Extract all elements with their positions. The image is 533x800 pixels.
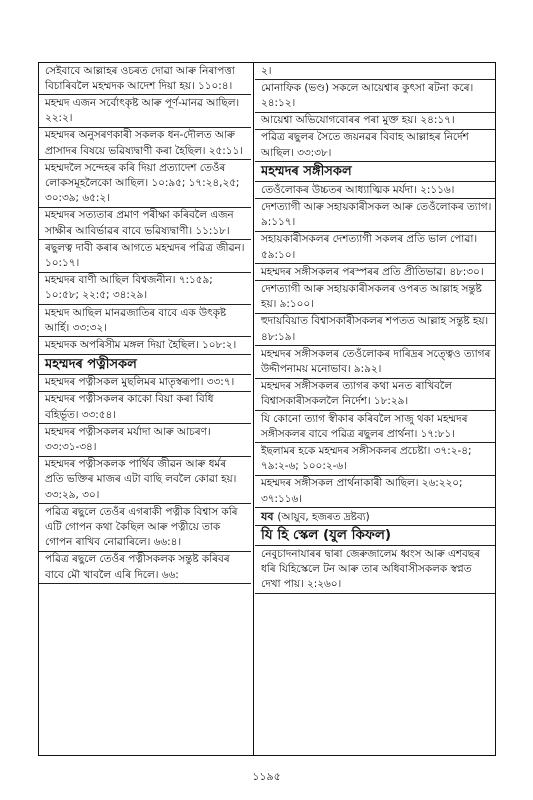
index-entry: মহম্মদৰ সত্যতাৰ প্ৰমাণ পৰীক্ষা কৰিবলৈ এজন সাক্ষীৰ আবিৰ্ভাৱৰ বাবে ভৱিষ্যদ্বাণী। ১১:১৮। [39, 208, 251, 240]
index-entry: মহম্মদলৈ সন্দেহৰ কৰি দিয়া প্ৰত্যাদেশ তেওঁৰ লোকসমূহলৈকো আছিল। ১০:৯৫; ১৭:২৪,২৫; ৩০:৩৯; ৬৫:২। [39, 160, 251, 208]
index-entry: মহম্মদৰ পত্নীসকল মুছলিমৰ মাতৃস্বৰূপা। ৩৩:৭। [39, 375, 251, 392]
section-heading-companions: মহম্মদৰ সঙ্গীসকল [255, 162, 496, 182]
index-entry: মহম্মদৰ সঙ্গীসকল প্ৰাৰ্থনাকাৰী আছিল। ২৬:২২০; ৩৭:১১৬। [255, 476, 496, 508]
index-entry: মহম্মদৰ অনুসৰণকাৰী সকলক ধন-দৌলত আৰু প্ৰাসাদৰ বিষয়ে ভৱিষ্যদ্বাণী কৰা হৈছিল। ২৫:১১। [39, 128, 251, 160]
index-entry: সহায়কাৰীসকলৰ দেশত্যাগী সকলৰ প্ৰতি ভাল পোৱা। ৫৯:১০। [255, 232, 496, 264]
index-entry: যি কোনো ত্যাগ স্বীকাৰ কৰিবলৈ সাজু থকা মহম্মদৰ সঙ্গীসকলৰ বাবে পৱিত্ৰ ৰছুলৰ প্ৰাৰ্থনা। ১৭:৮১। [255, 411, 496, 443]
index-entry: আয়েশ্বা অভিযোগবোৰৰ পৰা মুক্ত হয়। ২৪:১৭। [255, 113, 496, 130]
section-heading-wives: মহম্মদৰ পত্নীসকল [39, 355, 251, 375]
index-entry: পৱিত্ৰ ৰছুলৰ সৈতে জয়নৱৰ বিবাহ আল্লাহৰ নিৰ্দেশ আছিল। ৩৩:৩৮। [255, 130, 496, 162]
index-entry: মহম্মদ আছিল মানৱজাতিৰ বাবে এক উৎকৃষ্ট আৰ্হি। ৩৩:৩২। [39, 305, 251, 337]
index-entry: ইছলামৰ হকে মহম্মদৰ সঙ্গীসকলৰ প্ৰচেষ্টা। ৩৭:২-৪; ৭৯:২-৬; ১০০:২-৬। [255, 443, 496, 475]
index-entry: সেইবাবে আল্লাহৰ ওচৰত দোৱা আৰু নিৰাপত্তা বিচাৰিবলৈ মহম্মদক আদেশ দিয়া হয়। ১১০:৪। [39, 63, 251, 95]
index-entry: মহম্মদক অপৰিসীম মঙ্গল দিয়া হৈছিল। ১০৮:২। [39, 337, 251, 354]
index-entry: পৱিত্ৰ ৰছুলে তেওঁৰ এগৰাকী পত্নীক বিশ্বাস কৰি এটি গোপন কথা কৈছিল আৰু পত্নীয়ে তাক গোপন ৰাখিব নোৱাৰিলে। ৬৬:৪। [39, 504, 251, 552]
index-entry: মহম্মদৰ পত্নীসকলৰ মৰ্যাদা আৰু আচৰণ। ৩৩:৩১-৩৪। [39, 424, 251, 456]
page-number: ১১৯৫ [252, 770, 281, 783]
subheading-job [255, 508, 496, 526]
index-entry: মহম্মদৰ পত্নীসকলৰ কাকো বিয়া কৰা বিধি বহিৰ্ভূত। ৩৩:৫৪। [39, 392, 251, 424]
index-entry: দেশত্যাগী আৰু সহায়কাৰীসকলৰ ওপৰত আল্লাহ সন্তুষ্ট হয়। ৯:১০০। [255, 281, 496, 313]
left-column [39, 63, 251, 584]
index-entry: মহম্মদৰ সঙ্গীসকলৰ তেওঁলোকৰ দাৰিদ্ৰৰ সত্ত্বেও ত্যাগৰ উদ্দীপনাময় মনোভাব। ৯:৯২। [255, 346, 496, 378]
index-entry: মহম্মদৰ সঙ্গীসকলৰ ত্যাগৰ কথা মনত ৰাখিবলৈ বিশ্বাসকাৰীসকললৈ নিৰ্দেশ। ১৮:২৯। [255, 379, 496, 411]
section-heading-dhul-kifl: যি হি স্কেল (যুল কিফল) [255, 526, 496, 546]
subheading-job-reference: (আয়ুব, হজৰত দ্ৰষ্টব্য) [277, 510, 370, 523]
index-entry: ৰছুলত্ব দাবী কৰাৰ আগতে মহম্মদৰ পৱিত্ৰ জীৱন। ১০:১৭। [39, 240, 251, 272]
index-entry: মোনাফিক (ভণ্ড) সকলে আয়েশ্বাৰ কুৎসা ৰটনা কৰে। ২৪:১২। [255, 80, 496, 112]
index-entry: মহম্মদ এজন সৰ্বোৎকৃষ্ট আৰু পূৰ্ণ-মানৱ আছিল। ২২:২। [39, 95, 251, 127]
index-entry: পৱিত্ৰ ৰছুলে তেওঁৰ পত্নীসকলক সন্তুষ্ট কৰিবৰ বাবে মৌ খাবলৈ এৰি দিলে। ৬৬: [39, 552, 251, 584]
index-entry: মহম্মদৰ সঙ্গীসকলৰ পৰস্পৰৰ প্ৰতি প্ৰীতিভাৱ। ৪৮:৩০। [255, 264, 496, 281]
index-entry: মহম্মদৰ বাণী আছিল বিশ্বজনীন। ৭:১৫৯; ১০:৫৮; ২২:৫; ৩৪:২৯। [39, 273, 251, 305]
column-divider [253, 63, 254, 756]
index-page [38, 62, 496, 756]
index-entry: নেবুচাদনাযাৰৰ দ্বাৰা জেৰুজালেম ধ্বংস আৰু এশবছৰ ধৰি যিহিস্কেলে টন আৰু তাৰ অধিবাসীসকলক স্বপ্নত দেখা পায়। ২:২৬০। [255, 546, 496, 594]
index-entry: দেশত্যাগী আৰু সহায়কাৰীসকল আৰু তেওঁলোকৰ ত্যাগ। ৯:১১৭। [255, 199, 496, 231]
subheading-job-term: যব [261, 509, 274, 523]
right-column [255, 63, 496, 594]
index-entry: তেওঁলোকৰ উচ্চতৰ আধ্যাত্মিক মৰ্যদা। ২:১১৬। [255, 182, 496, 199]
index-entry: হুদায়বিয়াত বিশ্বাসকাৰীসকলৰ শপতত আল্লাহ সন্তুষ্ট হয়। ৪৮:১৯। [255, 314, 496, 346]
index-entry: মহম্মদৰ পত্নীসকলক পাৰ্থিব জীৱন আৰু ধৰ্মৰ প্ৰতি ভক্তিৰ মাজৰ এটা বাছি লবলৈ কোৱা হয়। ৩৩:২৯, ৩০। [39, 457, 251, 505]
index-entry: ২। [255, 63, 496, 80]
